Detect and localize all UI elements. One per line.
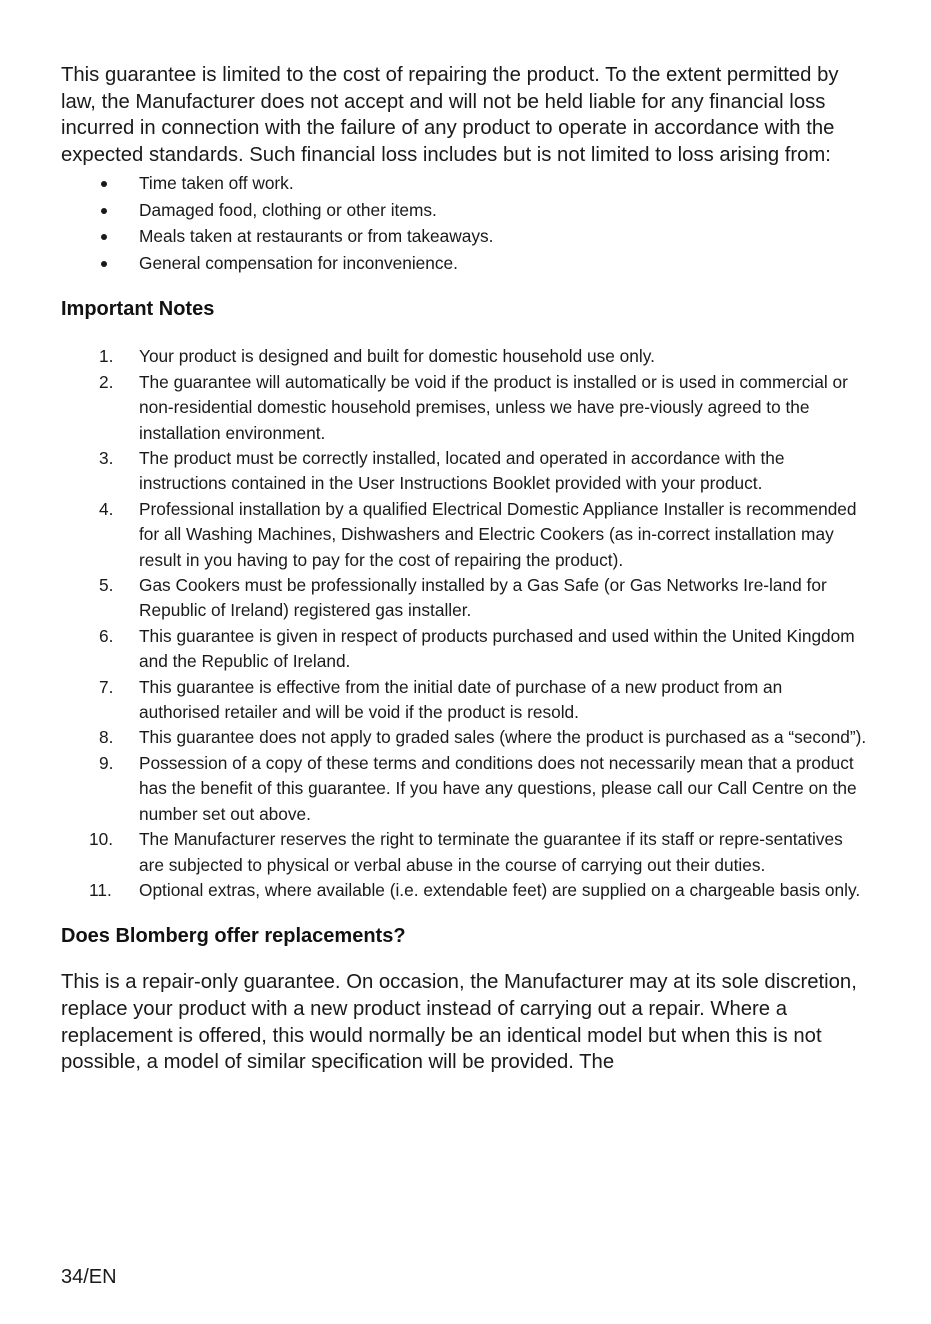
note-text: Optional extras, where available (i.e. extendable feet) are supplied on a chargeable basis only. [139,879,861,900]
page-number: 34/EN [61,1266,117,1288]
note-text: The Manufacturer reserves the right to terminate the guarantee if its staff or repre-sentatives are subjected to physical or verbal abuse in the course of carrying out their duties. [139,829,843,875]
note-number: 3. [99,448,114,468]
note-number: 2. [99,371,114,392]
note-item [61,878,871,903]
note-number: 1. [99,346,114,367]
note-text: The product must be correctly installed, located and operated in accordance with the instructions contained in the User Instructions Booklet provided with your product. [139,448,785,494]
note-number: 9. [99,752,114,773]
list-item [61,223,871,250]
note-text: Possession of a copy of these terms and conditions does not necessarily mean that a product has the benefit of this guarantee. If you have any questions, please call our Call Centre on the number set out above. [139,752,857,824]
note-text: This guarantee is given in respect of products purchased and used within the United Kingdom and the Republic of Ireland. [139,625,855,672]
note-item [61,370,871,446]
note-item [61,827,871,878]
list-item [61,170,871,197]
list-item-text: Damaged food, clothing or other items. [139,199,437,220]
document-page [61,62,871,1076]
note-item [61,344,871,369]
bullet-icon [101,208,107,214]
note-item [61,725,871,750]
note-item [61,497,871,573]
note-item [61,573,871,624]
note-number: 8. [99,727,114,748]
list-item-text: General compensation for inconvenience. [139,252,458,273]
note-text: Your product is designed and built for domestic household use only. [139,346,655,367]
note-text: Professional installation by a qualified Electrical Domestic Appliance Installer is recommended for all Washing Machines, Dishwashers and Electric Cookers (as in-correct installation may result in you having to pay for the cost of repairing the product). [139,498,857,570]
note-item [61,751,871,827]
important-notes-heading: Important Notes [61,298,215,321]
note-text: The guarantee will automatically be void if the product is installed or is used in commercial or non-residential domestic household premises, unless we have pre-viously agreed to the installation environment. [139,371,848,443]
bullet-icon [101,234,107,240]
note-number: 6. [99,625,114,646]
list-item-text: Time taken off work. [139,173,294,194]
note-number: 5. [99,575,114,596]
note-number: 11. [89,879,112,900]
list-item [61,250,871,277]
replacements-heading: Does Blomberg offer replacements? [61,925,406,948]
note-number: 7. [99,676,114,697]
loss-list [61,170,871,276]
note-number: 4. [99,498,114,519]
list-item-text: Meals taken at restaurants or from takeaways. [139,226,494,247]
note-item [61,675,871,726]
bullet-icon [101,261,107,267]
bullet-icon [101,181,107,187]
note-number: 10. [89,829,114,850]
note-text: Gas Cookers must be professionally installed by a Gas Safe (or Gas Networks Ire-land for Republic of Ireland) registered gas installer. [139,575,827,621]
note-item [61,624,871,675]
replacements-paragraph: This is a repair-only guarantee. On occasion, the Manufacturer may at its sole discretion, replace your product with a new product instead of carrying out a repair. Where a replacement is offered, this would normally be an identical model but when this is not possible, a model of similar specification will be provided. The [61,971,857,1074]
intro-paragraph: This guarantee is limited to the cost of repairing the product. To the extent permitted by law, the Manufacturer does not accept and will not be held liable for any financial loss incurred in connection with the failure of any product to operate in accordance with the expected standards. Such financial loss includes but is not limited to loss arising from: [61,64,839,166]
important-notes-list [61,344,871,903]
note-text: This guarantee is effective from the initial date of purchase of a new product from an authorised retailer and will be void if the product is resold. [139,676,783,723]
note-text: This guarantee does not apply to graded sales (where the product is purchased as a “second”). [139,727,867,748]
list-item [61,197,871,224]
note-item [61,446,871,497]
